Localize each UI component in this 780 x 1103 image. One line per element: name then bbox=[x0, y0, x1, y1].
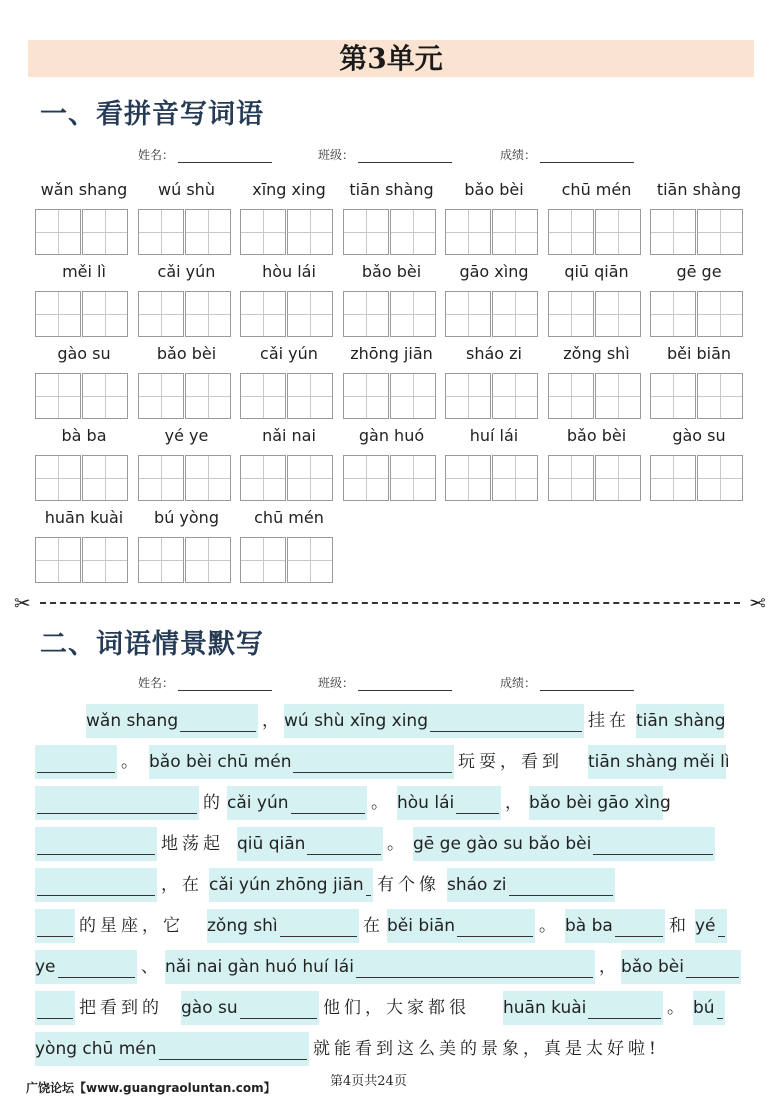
pinyin-word: xīng xing bbox=[252, 180, 326, 199]
answer-underline bbox=[37, 854, 155, 855]
pinyin-word: bǎo bèi bbox=[156, 344, 217, 363]
pinyin-word: bǎo bèi bbox=[566, 426, 627, 445]
writing-cell[interactable] bbox=[445, 209, 491, 255]
answer-underline bbox=[686, 977, 739, 978]
footer-site: 广饶论坛【www.guangraoluntan.com】 bbox=[26, 1081, 276, 1095]
name-blank[interactable] bbox=[178, 678, 272, 691]
score-blank[interactable] bbox=[540, 678, 634, 691]
name-label: 姓名： bbox=[138, 148, 175, 162]
passage-text: 。 bbox=[387, 834, 408, 854]
writing-cell[interactable] bbox=[343, 373, 389, 419]
answer-underline bbox=[37, 813, 197, 814]
writing-cell[interactable] bbox=[650, 373, 696, 419]
passage-line bbox=[0, 786, 780, 820]
answer-underline bbox=[180, 731, 256, 732]
pinyin-word: bǎo bèi bbox=[361, 262, 422, 281]
passage-text: 的 bbox=[203, 793, 224, 813]
passage-text: 。 bbox=[371, 793, 392, 813]
pinyin-fill-blank[interactable]: bà ba bbox=[565, 909, 665, 943]
answer-underline bbox=[307, 854, 381, 855]
pinyin-fill-blank[interactable]: bǎo bèi chū mén bbox=[149, 745, 454, 779]
writing-cell[interactable] bbox=[82, 209, 128, 255]
writing-cell[interactable] bbox=[287, 455, 333, 501]
answer-underline bbox=[356, 977, 593, 978]
pinyin-word: huí lái bbox=[469, 426, 519, 445]
dashed-divider bbox=[40, 602, 740, 604]
answer-underline bbox=[615, 936, 663, 937]
passage-text: 和 bbox=[669, 916, 690, 936]
answer-underline bbox=[37, 895, 155, 896]
writing-cell[interactable] bbox=[390, 455, 436, 501]
pinyin-fill-blank[interactable]: bú bbox=[693, 991, 725, 1025]
pinyin-word: tiān shàng bbox=[349, 180, 434, 199]
writing-cell[interactable] bbox=[492, 373, 538, 419]
pinyin-word: gàn huó bbox=[358, 426, 425, 445]
answer-underline bbox=[37, 1018, 73, 1019]
passage-text: 把看到的 bbox=[79, 998, 163, 1018]
writing-cell[interactable] bbox=[35, 373, 81, 419]
name-blank[interactable] bbox=[178, 150, 272, 163]
writing-cell[interactable] bbox=[138, 209, 184, 255]
pinyin-word: gào su bbox=[672, 426, 726, 445]
pinyin-word: chū mén bbox=[561, 180, 632, 199]
writing-cell[interactable] bbox=[82, 455, 128, 501]
passage-line bbox=[0, 1032, 780, 1066]
pinyin-fill-blank[interactable]: tiān shàng bbox=[636, 704, 724, 738]
pinyin-word: zǒng shì bbox=[563, 344, 630, 363]
unit-banner bbox=[28, 40, 754, 77]
writing-cell[interactable] bbox=[240, 537, 286, 583]
pinyin-fill-blank[interactable]: gào su bbox=[181, 991, 319, 1025]
writing-cell[interactable] bbox=[697, 455, 743, 501]
writing-cell[interactable] bbox=[595, 455, 641, 501]
pinyin-fill-blank[interactable]: cǎi yún zhōng jiān bbox=[209, 868, 373, 902]
writing-cell[interactable] bbox=[595, 209, 641, 255]
pinyin-fill-blank[interactable]: yòng chū mén bbox=[35, 1032, 309, 1066]
answer-underline bbox=[280, 936, 357, 937]
writing-cell[interactable] bbox=[650, 209, 696, 255]
writing-cell[interactable] bbox=[185, 373, 231, 419]
passage-text: 。 bbox=[121, 752, 142, 772]
passage-line bbox=[0, 991, 780, 1025]
pinyin-fill-blank[interactable]: ye bbox=[35, 950, 137, 984]
answer-underline bbox=[37, 936, 73, 937]
writing-cell[interactable] bbox=[390, 291, 436, 337]
answer-underline bbox=[456, 813, 499, 814]
pinyin-word: hòu lái bbox=[262, 262, 316, 281]
passage-text: 玩耍，看到 bbox=[458, 752, 563, 772]
writing-cell[interactable] bbox=[287, 291, 333, 337]
passage-text: 有个像 bbox=[377, 875, 440, 895]
writing-cell[interactable] bbox=[548, 209, 594, 255]
pinyin-fill-blank[interactable]: hòu lái bbox=[397, 786, 501, 820]
writing-cell[interactable] bbox=[287, 537, 333, 583]
pinyin-fill-blank[interactable] bbox=[35, 786, 199, 820]
passage-line bbox=[0, 909, 780, 943]
writing-cell[interactable] bbox=[138, 455, 184, 501]
class-label: 班级： bbox=[318, 148, 355, 162]
writing-cell[interactable] bbox=[240, 291, 286, 337]
writing-cell[interactable] bbox=[240, 209, 286, 255]
answer-underline bbox=[588, 1018, 661, 1019]
pinyin-fill-blank[interactable]: huān kuài bbox=[503, 991, 663, 1025]
writing-cell[interactable] bbox=[185, 455, 231, 501]
pinyin-fill-blank[interactable]: sháo zi bbox=[447, 868, 615, 902]
pinyin-fill-blank[interactable]: qiū qiān bbox=[237, 827, 383, 861]
writing-cell[interactable] bbox=[548, 455, 594, 501]
answer-underline bbox=[159, 1059, 307, 1060]
writing-cell[interactable] bbox=[697, 291, 743, 337]
writing-cell[interactable] bbox=[650, 291, 696, 337]
cut-line bbox=[14, 592, 766, 614]
pinyin-word: huān kuài bbox=[44, 508, 124, 527]
pinyin-word: wú shù bbox=[158, 180, 215, 199]
writing-cell[interactable] bbox=[492, 209, 538, 255]
passage-text: 的星座，它 bbox=[79, 916, 184, 936]
answer-underline bbox=[58, 977, 135, 978]
pinyin-fill-blank[interactable] bbox=[35, 868, 157, 902]
pinyin-word: gāo xìng bbox=[459, 262, 529, 281]
writing-cell[interactable] bbox=[697, 209, 743, 255]
pinyin-word: běi biān bbox=[666, 344, 732, 363]
pinyin-fill-blank[interactable] bbox=[35, 909, 75, 943]
writing-cell[interactable] bbox=[185, 209, 231, 255]
passage-text: ， bbox=[262, 711, 283, 731]
writing-cell[interactable] bbox=[445, 291, 491, 337]
writing-cell[interactable] bbox=[343, 455, 389, 501]
pinyin-fill-blank[interactable]: nǎi nai gàn huó huí lái bbox=[165, 950, 595, 984]
pinyin-word: chū mén bbox=[254, 508, 324, 527]
writing-cell[interactable] bbox=[82, 291, 128, 337]
unit-title: 第3单元 bbox=[339, 42, 443, 75]
score-label: 成绩： bbox=[500, 676, 537, 690]
answer-underline bbox=[509, 895, 614, 896]
pinyin-fill-blank[interactable]: gē ge gào su bǎo bèi bbox=[413, 827, 715, 861]
writing-cell[interactable] bbox=[240, 373, 286, 419]
passage-line bbox=[0, 745, 780, 779]
writing-cell[interactable] bbox=[185, 291, 231, 337]
passage-line bbox=[0, 827, 780, 861]
writing-cell[interactable] bbox=[240, 455, 286, 501]
writing-cell[interactable] bbox=[138, 291, 184, 337]
pinyin-word: bà ba bbox=[61, 426, 107, 445]
writing-cell[interactable] bbox=[390, 209, 436, 255]
pinyin-fill-blank[interactable]: yé bbox=[695, 909, 727, 943]
score-blank[interactable] bbox=[540, 150, 634, 163]
writing-cell[interactable] bbox=[343, 291, 389, 337]
pinyin-word: sháo zi bbox=[466, 344, 522, 363]
pinyin-word: bú yòng bbox=[154, 508, 219, 527]
writing-cell[interactable] bbox=[595, 291, 641, 337]
pinyin-word: qiū qiān bbox=[564, 262, 629, 281]
passage-text: 、 bbox=[141, 957, 162, 977]
writing-cell[interactable] bbox=[35, 291, 81, 337]
scissors-icon: ✂ bbox=[14, 591, 31, 615]
pinyin-fill-blank[interactable]: tiān shàng měi lì bbox=[588, 745, 726, 779]
class-label: 班级： bbox=[318, 676, 355, 690]
writing-cell[interactable] bbox=[287, 373, 333, 419]
writing-cell[interactable] bbox=[287, 209, 333, 255]
pinyin-fill-blank[interactable]: zǒng shì bbox=[207, 909, 359, 943]
pinyin-fill-blank[interactable]: cǎi yún bbox=[227, 786, 367, 820]
passage-text: 就能看到这么美的景象，真是太好啦! bbox=[313, 1039, 660, 1059]
writing-cell[interactable] bbox=[35, 537, 81, 583]
passage-line bbox=[0, 868, 780, 902]
pinyin-fill-blank[interactable]: bǎo bèi gāo xìng bbox=[529, 786, 663, 820]
writing-cell[interactable] bbox=[548, 291, 594, 337]
writing-cell[interactable] bbox=[595, 373, 641, 419]
answer-underline bbox=[293, 772, 452, 773]
writing-cell[interactable] bbox=[185, 537, 231, 583]
passage-text: ，在 bbox=[161, 875, 203, 895]
pinyin-word: nǎi nai bbox=[262, 426, 316, 445]
pinyin-word: měi lì bbox=[62, 262, 106, 281]
writing-cell[interactable] bbox=[697, 373, 743, 419]
class-blank[interactable] bbox=[358, 150, 452, 163]
page-number: 第4页共24页 bbox=[330, 1074, 407, 1089]
answer-underline bbox=[240, 1018, 317, 1019]
writing-cell[interactable] bbox=[138, 373, 184, 419]
writing-cell[interactable] bbox=[445, 455, 491, 501]
pinyin-fill-blank[interactable]: wǎn shang bbox=[86, 704, 258, 738]
section1-title: 一、看拼音写词语 bbox=[40, 99, 264, 130]
pinyin-fill-blank[interactable]: bǎo bèi bbox=[621, 950, 741, 984]
passage-text: ， bbox=[505, 793, 526, 813]
pinyin-word: yé ye bbox=[164, 426, 209, 445]
writing-cell[interactable] bbox=[650, 455, 696, 501]
pinyin-fill-blank[interactable] bbox=[35, 991, 75, 1025]
passage-text: 。 bbox=[539, 916, 560, 936]
writing-cell[interactable] bbox=[390, 373, 436, 419]
answer-underline bbox=[291, 813, 365, 814]
passage-line bbox=[0, 950, 780, 984]
passage-text: ， bbox=[599, 957, 620, 977]
writing-cell[interactable] bbox=[35, 455, 81, 501]
passage-text: 挂在 bbox=[588, 711, 630, 731]
pinyin-word: gào su bbox=[57, 344, 111, 363]
passage-text: 在 bbox=[363, 916, 384, 936]
writing-cell[interactable] bbox=[343, 209, 389, 255]
writing-cell[interactable] bbox=[548, 373, 594, 419]
pinyin-fill-blank[interactable]: wú shù xīng xing bbox=[284, 704, 584, 738]
passage-line bbox=[0, 704, 780, 738]
answer-underline bbox=[718, 936, 725, 937]
pinyin-word: cǎi yún bbox=[260, 344, 318, 363]
writing-cell[interactable] bbox=[492, 455, 538, 501]
scissors-icon: ✂ bbox=[749, 591, 766, 615]
answer-underline bbox=[593, 854, 713, 855]
writing-cell[interactable] bbox=[492, 291, 538, 337]
passage-text: 他们，大家都很 bbox=[323, 998, 470, 1018]
writing-cell[interactable] bbox=[138, 537, 184, 583]
pinyin-word: tiān shàng bbox=[656, 180, 742, 199]
answer-underline bbox=[457, 936, 533, 937]
answer-underline bbox=[717, 1018, 723, 1019]
pinyin-word: gē ge bbox=[676, 262, 722, 281]
writing-cell[interactable] bbox=[82, 373, 128, 419]
answer-underline bbox=[366, 895, 371, 896]
pinyin-word: bǎo bèi bbox=[464, 180, 524, 199]
pinyin-fill-blank[interactable]: běi biān bbox=[387, 909, 535, 943]
writing-cell[interactable] bbox=[445, 373, 491, 419]
passage-text: 地荡起 bbox=[161, 834, 224, 854]
name-label: 姓名： bbox=[138, 676, 175, 690]
passage-text: 。 bbox=[667, 998, 688, 1018]
pinyin-word: wǎn shang bbox=[40, 180, 128, 199]
pinyin-word: zhōng jiān bbox=[350, 344, 433, 363]
section2-title: 二、词语情景默写 bbox=[40, 629, 264, 660]
score-label: 成绩： bbox=[500, 148, 537, 162]
pinyin-fill-blank[interactable] bbox=[35, 745, 117, 779]
writing-cell[interactable] bbox=[82, 537, 128, 583]
pinyin-fill-blank[interactable] bbox=[35, 827, 157, 861]
pinyin-word: cǎi yún bbox=[157, 262, 216, 281]
class-blank[interactable] bbox=[358, 678, 452, 691]
writing-cell[interactable] bbox=[35, 209, 81, 255]
answer-underline bbox=[430, 731, 582, 732]
answer-underline bbox=[37, 772, 115, 773]
